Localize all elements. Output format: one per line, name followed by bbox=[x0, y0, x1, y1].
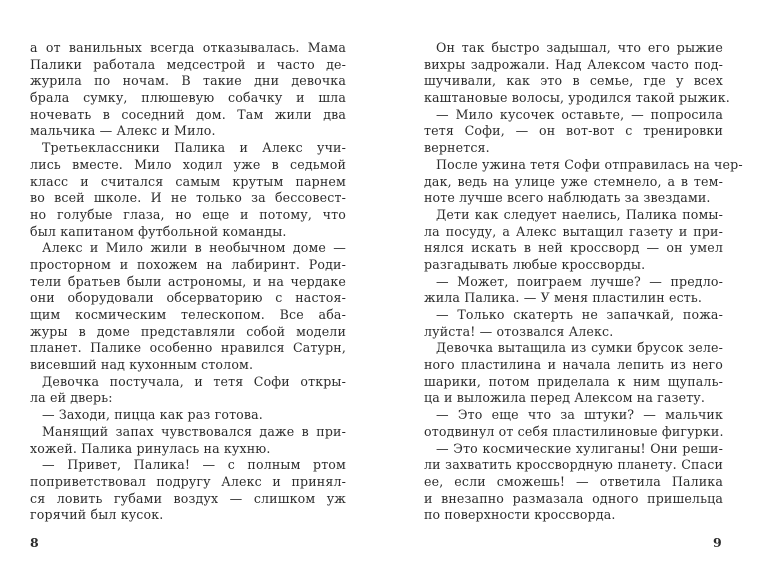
text-line: ли захватить кроссвордную планету. Спаси bbox=[424, 457, 723, 473]
text-line: горячий был кусок. bbox=[30, 507, 164, 523]
text-line: дак, ведь на улице уже стемнело, а в тем- bbox=[424, 173, 723, 189]
text-line: во всей школе. И не только за бессовест- bbox=[30, 190, 346, 206]
text-line: они оборудовали обсерваторию с настоя- bbox=[30, 290, 346, 306]
text-line: — Заходи, пицца как раз готова. bbox=[42, 407, 263, 423]
text-line: отодвинул от себя пластилиновые фигурки. bbox=[424, 423, 724, 439]
text-line: брала сумку, плюшевую собачку и шла bbox=[30, 90, 346, 106]
text-line: — Привет, Палика! — с полным ртом bbox=[42, 457, 346, 473]
text-line: класс и считался самым крутым парнем bbox=[30, 173, 346, 189]
text-line: Палики работала медсестрой и часто де- bbox=[30, 56, 346, 72]
page-number-left: 8 bbox=[30, 535, 39, 550]
text-line: журы в доме представляли собой модели bbox=[30, 323, 346, 339]
text-line: Дети как следует наелись, Палика помы- bbox=[436, 206, 723, 222]
text-line: луйста! — отозвался Алекс. bbox=[424, 323, 614, 339]
text-line: — Это еще что за штуки? — мальчик bbox=[436, 407, 723, 423]
text-line: щим космическим телескопом. Все аба- bbox=[30, 307, 346, 322]
text-line: тели братьев были астрономы, и на чердаке bbox=[30, 273, 346, 289]
text-line: каштановые волосы, уродился такой рыжик. bbox=[424, 90, 730, 106]
text-line: шарики, потом приделала к ним щупаль- bbox=[424, 373, 723, 389]
text-line: ла ей дверь: bbox=[30, 390, 113, 406]
text-line: Алекс и Мило жили в необычном доме — bbox=[42, 240, 346, 256]
text-line: тетя Софи, — он вот-вот с тренировки bbox=[424, 123, 723, 139]
text-line: но голубые глаза, но еще и потому, что bbox=[30, 206, 346, 222]
text-line: ца и выложила перед Алексом на газету. bbox=[424, 390, 706, 406]
text-line: журила по ночам. В такие дни девочка bbox=[30, 73, 346, 89]
right-page bbox=[424, 40, 743, 524]
text-line: жила Палика. — У меня пластилин есть. bbox=[424, 290, 703, 306]
text-line: Он так быстро задышал, что его рыжие bbox=[436, 40, 723, 55]
text-line: ся ловить губами воздух — слишком уж bbox=[30, 490, 346, 506]
text-line: Третьеклассники Палика и Алекс учи- bbox=[42, 140, 346, 156]
text-line: вернется. bbox=[424, 140, 490, 156]
text-line: — Это космические хулиганы! Они реши- bbox=[436, 440, 723, 456]
text-line: ночевать в соседний дом. Там жили два bbox=[30, 106, 346, 122]
text-line: лись вместе. Мило ходил уже в седьмой bbox=[30, 156, 346, 172]
text-line: Манящий запах чувствовался даже в при- bbox=[42, 423, 346, 439]
text-line: планет. Палике особенно нравился Сатурн, bbox=[30, 340, 346, 356]
text-line: Девочка вытащила из сумки брусок зеле- bbox=[436, 340, 723, 356]
text-line: хожей. Палика ринулась на кухню. bbox=[30, 440, 271, 456]
text-line: и внезапно размазала одного пришельца bbox=[424, 490, 723, 506]
text-line: а от ванильных всегда отказывалась. Мама bbox=[30, 40, 346, 55]
text-line: мальчика — Алекс и Мило. bbox=[30, 123, 216, 139]
text-line: — Мило кусочек оставьте, — попросила bbox=[436, 106, 723, 122]
text-line: ного пластилина и начала лепить из него bbox=[424, 357, 723, 373]
text-line: висевший над кухонным столом. bbox=[30, 357, 254, 373]
text-line: разгадывать любые кроссворды. bbox=[424, 256, 646, 272]
text-line: нялся искать в ней кроссворд — он умел bbox=[424, 240, 723, 256]
text-line: Девочка постучала, и тетя Софи откры- bbox=[42, 373, 346, 389]
text-line: поприветствовал подругу Алекс и принял- bbox=[30, 473, 346, 489]
text-line: ноте лучше всего наблюдать за звездами. bbox=[424, 190, 711, 206]
text-line: — Только скатерть не запачкай, пожа- bbox=[436, 307, 723, 322]
text-line: по поверхности кроссворда. bbox=[424, 507, 616, 523]
text-line: — Может, поиграем лучше? — предло- bbox=[436, 273, 723, 289]
text-line: шучивали, как это в семье, где у всех bbox=[424, 73, 723, 89]
text-line: просторном и похожем на лабиринт. Роди- bbox=[30, 256, 346, 272]
text-line: вихры задрожали. Над Алексом часто под- bbox=[424, 56, 723, 72]
text-line: После ужина тетя Софи отправилась на чер- bbox=[436, 156, 743, 172]
text-line: ее, если сможешь! — ответила Палика bbox=[424, 473, 723, 489]
left-page bbox=[30, 40, 346, 524]
text-line: был капитаном футбольной команды. bbox=[30, 223, 287, 239]
text-line: ла посуду, а Алекс вытащил газету и при- bbox=[424, 223, 723, 239]
page-number-right: 9 bbox=[713, 535, 722, 550]
